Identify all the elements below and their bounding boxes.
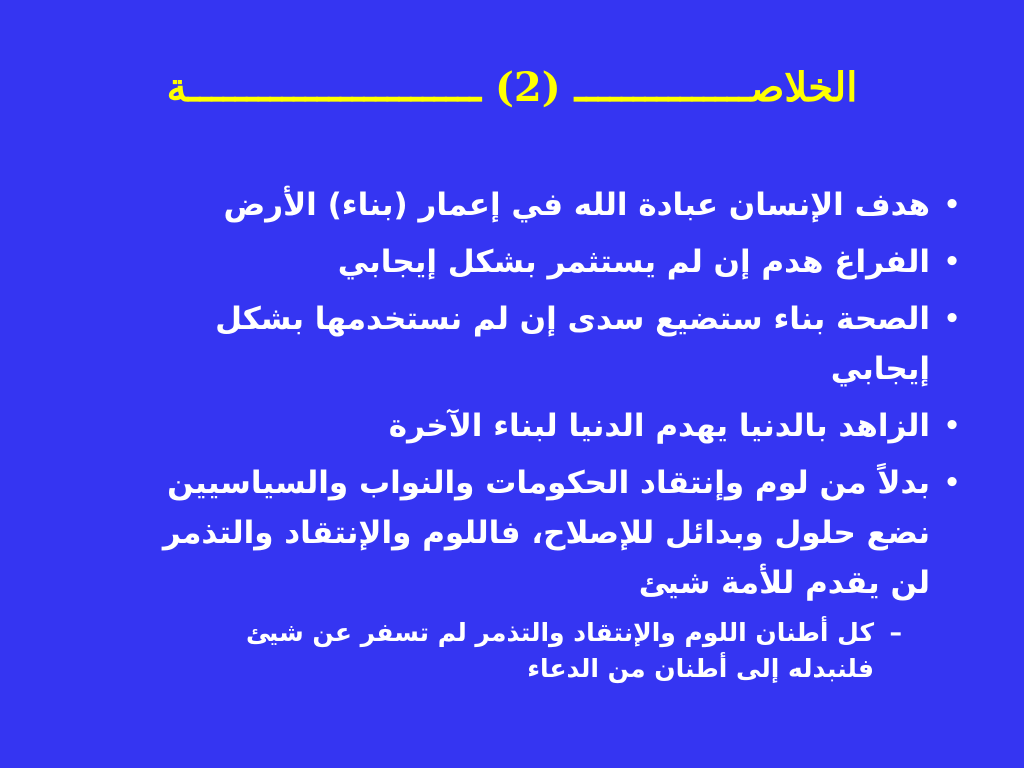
bullet-icon: • xyxy=(943,468,961,498)
bullet-text: الصحة بناء ستضيع سدى إن لم نستخدمها بشكل إيجابي xyxy=(215,301,930,387)
bullet-item xyxy=(124,401,964,451)
slide-title: الخلاصـــــــــــــــ (2) ـــــــــــــــــــــــــة xyxy=(166,64,858,111)
bullet-text: بدلاً من لوم وإنتقاد الحكومات والنواب والسياسيين نضع حلول وبدائل للإصلاح، فاللوم والإنتقاد والتذمر لن يقدم للأمة شيئ xyxy=(162,465,930,601)
bullet-item xyxy=(124,237,964,287)
sub-bullet-item xyxy=(124,615,964,687)
bullet-text: الفراغ هدم إن لم يستثمر بشكل إيجابي xyxy=(337,244,930,280)
bullet-icon: • xyxy=(943,190,961,220)
bullet-text: هدف الإنسان عبادة الله في إعمار (بناء) الأرض xyxy=(223,187,930,223)
bullet-list xyxy=(124,180,964,687)
bullet-item xyxy=(124,180,964,230)
bullet-icon: • xyxy=(943,411,961,441)
bullet-item xyxy=(124,294,964,394)
sub-bullet-text: كل أطنان اللوم والإنتقاد والتذمر لم تسفر عن شيئ فلنبدله إلى أطنان من الدعاء xyxy=(245,618,874,683)
bullet-icon: • xyxy=(943,247,961,277)
bullet-text: الزاهد بالدنيا يهدم الدنيا لبناء الآخرة xyxy=(388,408,930,444)
bullet-icon: • xyxy=(943,304,961,334)
dash-icon: – xyxy=(889,618,902,647)
bullet-item xyxy=(124,458,964,608)
